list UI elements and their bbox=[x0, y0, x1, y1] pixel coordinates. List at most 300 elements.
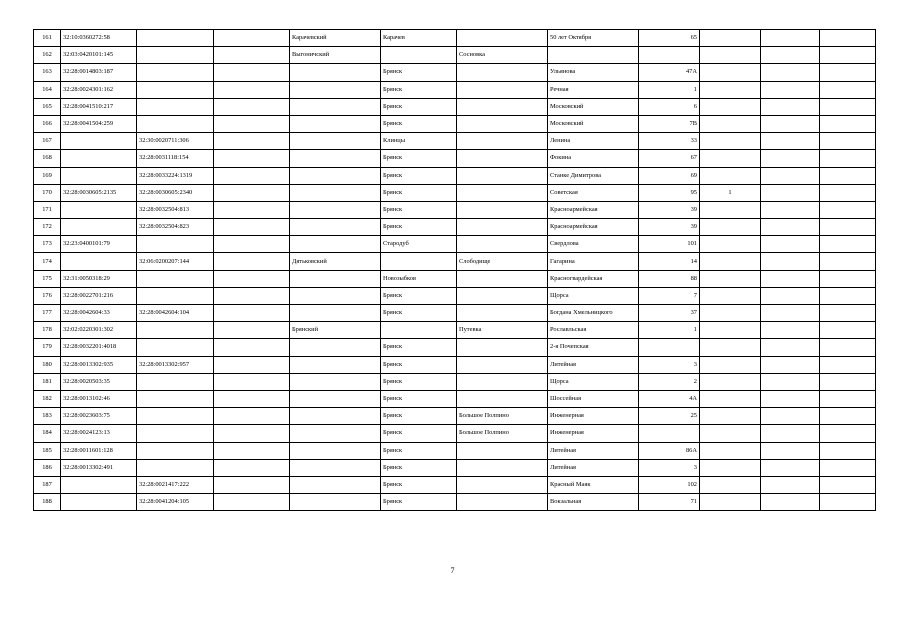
street-cell: Речная bbox=[548, 81, 639, 98]
row-number-cell: 167 bbox=[34, 133, 61, 150]
settlement-cell bbox=[457, 115, 548, 132]
settlement-cell bbox=[457, 133, 548, 150]
street-cell: Ленина bbox=[548, 133, 639, 150]
cadastral-number-cell bbox=[61, 150, 137, 167]
extra-field-cell bbox=[761, 408, 820, 425]
table-row bbox=[34, 494, 876, 511]
building-number-cell bbox=[700, 167, 761, 184]
extra-field-cell bbox=[761, 373, 820, 390]
cadastral-number-other-cell bbox=[214, 184, 290, 201]
building-number-cell bbox=[700, 47, 761, 64]
extra-field-cell bbox=[761, 150, 820, 167]
extra-field-cell bbox=[761, 236, 820, 253]
extra-field-cell bbox=[761, 390, 820, 407]
row-number-cell: 163 bbox=[34, 64, 61, 81]
cadastral-number-other-cell bbox=[214, 442, 290, 459]
extra-field-cell bbox=[761, 98, 820, 115]
house-number-cell: 95 bbox=[639, 184, 700, 201]
extra-field-2-cell bbox=[820, 459, 876, 476]
city-cell: Брянск bbox=[381, 425, 457, 442]
extra-field-cell bbox=[761, 442, 820, 459]
cadastral-number-building-cell: 32:28:0021417:222 bbox=[137, 476, 214, 493]
district-cell bbox=[290, 425, 381, 442]
city-cell: Брянск bbox=[381, 287, 457, 304]
cadastral-number-building-cell: 32:28:0030605:2340 bbox=[137, 184, 214, 201]
settlement-cell bbox=[457, 459, 548, 476]
house-number-cell: 33 bbox=[639, 133, 700, 150]
extra-field-cell bbox=[761, 322, 820, 339]
row-number-cell: 176 bbox=[34, 287, 61, 304]
district-cell bbox=[290, 390, 381, 407]
extra-field-2-cell bbox=[820, 219, 876, 236]
extra-field-2-cell bbox=[820, 287, 876, 304]
row-number-cell: 182 bbox=[34, 390, 61, 407]
street-cell: Литейная bbox=[548, 459, 639, 476]
row-number-cell: 161 bbox=[34, 30, 61, 47]
district-cell bbox=[290, 184, 381, 201]
row-number-cell: 168 bbox=[34, 150, 61, 167]
house-number-cell: 7 bbox=[639, 287, 700, 304]
city-cell: Брянск bbox=[381, 81, 457, 98]
building-number-cell bbox=[700, 322, 761, 339]
cadastral-number-building-cell: 32:30:0020711:306 bbox=[137, 133, 214, 150]
building-number-cell bbox=[700, 339, 761, 356]
cadastral-number-other-cell bbox=[214, 494, 290, 511]
street-cell: Литейная bbox=[548, 356, 639, 373]
district-cell bbox=[290, 150, 381, 167]
extra-field-2-cell bbox=[820, 150, 876, 167]
building-number-cell bbox=[700, 459, 761, 476]
table-row bbox=[34, 219, 876, 236]
city-cell: Брянск bbox=[381, 442, 457, 459]
building-number-cell bbox=[700, 442, 761, 459]
extra-field-2-cell bbox=[820, 425, 876, 442]
cadastral-number-building-cell bbox=[137, 47, 214, 64]
table-row bbox=[34, 115, 876, 132]
extra-field-cell bbox=[761, 459, 820, 476]
cadastral-number-other-cell bbox=[214, 64, 290, 81]
street-cell: Щорса bbox=[548, 287, 639, 304]
street-cell: Литейная bbox=[548, 442, 639, 459]
table-row bbox=[34, 322, 876, 339]
table-row bbox=[34, 287, 876, 304]
registry-table bbox=[33, 29, 876, 511]
table-body bbox=[34, 30, 876, 511]
row-number-cell: 166 bbox=[34, 115, 61, 132]
extra-field-2-cell bbox=[820, 115, 876, 132]
cadastral-number-cell bbox=[61, 201, 137, 218]
extra-field-cell bbox=[761, 270, 820, 287]
district-cell bbox=[290, 133, 381, 150]
table-row bbox=[34, 476, 876, 493]
district-cell: Брянский bbox=[290, 322, 381, 339]
settlement-cell: Путевка bbox=[457, 322, 548, 339]
building-number-cell bbox=[700, 30, 761, 47]
table-row bbox=[34, 133, 876, 150]
extra-field-2-cell bbox=[820, 236, 876, 253]
cadastral-number-cell: 32:28:0032201:4018 bbox=[61, 339, 137, 356]
street-cell: Красный Маяк bbox=[548, 476, 639, 493]
extra-field-2-cell bbox=[820, 442, 876, 459]
table-row bbox=[34, 270, 876, 287]
cadastral-number-cell: 32:02:0220301:302 bbox=[61, 322, 137, 339]
house-number-cell: 6 bbox=[639, 98, 700, 115]
cadastral-number-other-cell bbox=[214, 287, 290, 304]
extra-field-2-cell bbox=[820, 98, 876, 115]
cadastral-number-building-cell bbox=[137, 425, 214, 442]
table-row bbox=[34, 167, 876, 184]
city-cell: Брянск bbox=[381, 408, 457, 425]
table-row bbox=[34, 81, 876, 98]
cadastral-number-other-cell bbox=[214, 81, 290, 98]
table-row bbox=[34, 150, 876, 167]
settlement-cell bbox=[457, 30, 548, 47]
city-cell: Брянск bbox=[381, 150, 457, 167]
cadastral-number-cell: 32:28:0030605:2135 bbox=[61, 184, 137, 201]
street-cell: Богдана Хмельницкого bbox=[548, 305, 639, 322]
street-cell: Красногвардейская bbox=[548, 270, 639, 287]
city-cell: Брянск bbox=[381, 64, 457, 81]
cadastral-number-cell: 32:28:0023603:75 bbox=[61, 408, 137, 425]
building-number-cell bbox=[700, 219, 761, 236]
extra-field-cell bbox=[761, 81, 820, 98]
extra-field-2-cell bbox=[820, 81, 876, 98]
building-number-cell bbox=[700, 305, 761, 322]
house-number-cell: 71 bbox=[639, 494, 700, 511]
cadastral-number-other-cell bbox=[214, 322, 290, 339]
extra-field-cell bbox=[761, 184, 820, 201]
table-row bbox=[34, 184, 876, 201]
row-number-cell: 183 bbox=[34, 408, 61, 425]
extra-field-2-cell bbox=[820, 133, 876, 150]
city-cell bbox=[381, 322, 457, 339]
cadastral-number-other-cell bbox=[214, 408, 290, 425]
district-cell bbox=[290, 287, 381, 304]
cadastral-number-building-cell bbox=[137, 236, 214, 253]
settlement-cell bbox=[457, 270, 548, 287]
street-cell: Рославльская bbox=[548, 322, 639, 339]
table-row bbox=[34, 236, 876, 253]
settlement-cell bbox=[457, 201, 548, 218]
settlement-cell bbox=[457, 236, 548, 253]
street-cell: 2-я Почепская bbox=[548, 339, 639, 356]
building-number-cell bbox=[700, 373, 761, 390]
city-cell: Брянск bbox=[381, 219, 457, 236]
cadastral-number-cell: 32:31:0050318:29 bbox=[61, 270, 137, 287]
street-cell: Красноармейская bbox=[548, 219, 639, 236]
settlement-cell: Большое Полпино bbox=[457, 425, 548, 442]
settlement-cell: Слободище bbox=[457, 253, 548, 270]
street-cell: Шоссейная bbox=[548, 390, 639, 407]
house-number-cell: 86А bbox=[639, 442, 700, 459]
district-cell: Дятьковский bbox=[290, 253, 381, 270]
row-number-cell: 173 bbox=[34, 236, 61, 253]
city-cell: Брянск bbox=[381, 476, 457, 493]
cadastral-number-cell: 32:10:0360272:58 bbox=[61, 30, 137, 47]
cadastral-number-cell: 32:28:0013302:491 bbox=[61, 459, 137, 476]
cadastral-number-cell: 32:28:0024301:162 bbox=[61, 81, 137, 98]
row-number-cell: 162 bbox=[34, 47, 61, 64]
building-number-cell bbox=[700, 201, 761, 218]
extra-field-cell bbox=[761, 356, 820, 373]
street-cell bbox=[548, 47, 639, 64]
district-cell bbox=[290, 373, 381, 390]
cadastral-number-other-cell bbox=[214, 47, 290, 64]
table-row bbox=[34, 425, 876, 442]
street-cell: Щорса bbox=[548, 373, 639, 390]
extra-field-2-cell bbox=[820, 167, 876, 184]
table-row bbox=[34, 30, 876, 47]
cadastral-number-building-cell: 32:28:0032504:823 bbox=[137, 219, 214, 236]
building-number-cell bbox=[700, 253, 761, 270]
extra-field-cell bbox=[761, 425, 820, 442]
extra-field-cell bbox=[761, 476, 820, 493]
table-row bbox=[34, 201, 876, 218]
street-cell: Станке Димитрова bbox=[548, 167, 639, 184]
street-cell: Советская bbox=[548, 184, 639, 201]
cadastral-number-building-cell: 32:06:0200207:144 bbox=[137, 253, 214, 270]
street-cell: Вокзальная bbox=[548, 494, 639, 511]
settlement-cell bbox=[457, 390, 548, 407]
cadastral-number-other-cell bbox=[214, 339, 290, 356]
cadastral-number-other-cell bbox=[214, 356, 290, 373]
street-cell: Московский bbox=[548, 115, 639, 132]
cadastral-number-building-cell: 32:28:0041204:105 bbox=[137, 494, 214, 511]
house-number-cell: 101 bbox=[639, 236, 700, 253]
row-number-cell: 178 bbox=[34, 322, 61, 339]
settlement-cell bbox=[457, 167, 548, 184]
cadastral-number-cell: 32:28:0022701:216 bbox=[61, 287, 137, 304]
district-cell bbox=[290, 201, 381, 218]
cadastral-number-other-cell bbox=[214, 476, 290, 493]
extra-field-2-cell bbox=[820, 30, 876, 47]
extra-field-cell bbox=[761, 253, 820, 270]
district-cell: Карачевский bbox=[290, 30, 381, 47]
extra-field-2-cell bbox=[820, 47, 876, 64]
cadastral-number-building-cell bbox=[137, 81, 214, 98]
cadastral-number-building-cell bbox=[137, 115, 214, 132]
row-number-cell: 175 bbox=[34, 270, 61, 287]
cadastral-number-building-cell bbox=[137, 339, 214, 356]
table-row bbox=[34, 442, 876, 459]
cadastral-number-cell bbox=[61, 133, 137, 150]
extra-field-cell bbox=[761, 47, 820, 64]
extra-field-cell bbox=[761, 64, 820, 81]
row-number-cell: 179 bbox=[34, 339, 61, 356]
house-number-cell: 88 bbox=[639, 270, 700, 287]
city-cell: Брянск bbox=[381, 305, 457, 322]
district-cell bbox=[290, 98, 381, 115]
house-number-cell bbox=[639, 425, 700, 442]
extra-field-cell bbox=[761, 30, 820, 47]
district-cell bbox=[290, 408, 381, 425]
district-cell bbox=[290, 167, 381, 184]
city-cell: Брянск bbox=[381, 459, 457, 476]
house-number-cell: 1 bbox=[639, 81, 700, 98]
house-number-cell: 3 bbox=[639, 356, 700, 373]
district-cell bbox=[290, 219, 381, 236]
extra-field-2-cell bbox=[820, 494, 876, 511]
row-number-cell: 174 bbox=[34, 253, 61, 270]
cadastral-number-other-cell bbox=[214, 201, 290, 218]
city-cell: Стародуб bbox=[381, 236, 457, 253]
building-number-cell bbox=[700, 476, 761, 493]
cadastral-number-other-cell bbox=[214, 270, 290, 287]
house-number-cell: 14 bbox=[639, 253, 700, 270]
building-number-cell bbox=[700, 494, 761, 511]
district-cell bbox=[290, 81, 381, 98]
cadastral-number-building-cell bbox=[137, 30, 214, 47]
table-row bbox=[34, 98, 876, 115]
cadastral-number-cell: 32:28:0041510:217 bbox=[61, 98, 137, 115]
cadastral-number-building-cell bbox=[137, 442, 214, 459]
cadastral-number-building-cell: 32:28:0013302:957 bbox=[137, 356, 214, 373]
settlement-cell bbox=[457, 476, 548, 493]
extra-field-cell bbox=[761, 305, 820, 322]
cadastral-number-other-cell bbox=[214, 98, 290, 115]
district-cell bbox=[290, 339, 381, 356]
building-number-cell bbox=[700, 287, 761, 304]
street-cell: Гагарина bbox=[548, 253, 639, 270]
district-cell bbox=[290, 356, 381, 373]
row-number-cell: 177 bbox=[34, 305, 61, 322]
building-number-cell bbox=[700, 408, 761, 425]
cadastral-number-cell bbox=[61, 219, 137, 236]
extra-field-2-cell bbox=[820, 270, 876, 287]
district-cell bbox=[290, 494, 381, 511]
cadastral-number-other-cell bbox=[214, 390, 290, 407]
city-cell: Брянск bbox=[381, 184, 457, 201]
extra-field-2-cell bbox=[820, 373, 876, 390]
table-row bbox=[34, 408, 876, 425]
cadastral-number-other-cell bbox=[214, 219, 290, 236]
district-cell bbox=[290, 115, 381, 132]
settlement-cell bbox=[457, 494, 548, 511]
street-cell: 50 лет Октября bbox=[548, 30, 639, 47]
extra-field-cell bbox=[761, 133, 820, 150]
settlement-cell bbox=[457, 339, 548, 356]
district-cell bbox=[290, 64, 381, 81]
house-number-cell: 69 bbox=[639, 167, 700, 184]
settlement-cell bbox=[457, 373, 548, 390]
district-cell bbox=[290, 305, 381, 322]
cadastral-number-cell: 32:28:0041504:259 bbox=[61, 115, 137, 132]
city-cell: Брянск bbox=[381, 167, 457, 184]
cadastral-number-building-cell bbox=[137, 287, 214, 304]
city-cell: Карачев bbox=[381, 30, 457, 47]
building-number-cell bbox=[700, 81, 761, 98]
city-cell: Брянск bbox=[381, 356, 457, 373]
building-number-cell bbox=[700, 390, 761, 407]
cadastral-number-cell: 32:23:0400101:79 bbox=[61, 236, 137, 253]
cadastral-number-building-cell: 32:28:0032504:813 bbox=[137, 201, 214, 218]
settlement-cell bbox=[457, 98, 548, 115]
extra-field-2-cell bbox=[820, 322, 876, 339]
cadastral-number-cell: 32:28:0042604:33 bbox=[61, 305, 137, 322]
table-row bbox=[34, 373, 876, 390]
house-number-cell: 65 bbox=[639, 30, 700, 47]
extra-field-2-cell bbox=[820, 64, 876, 81]
cadastral-number-cell: 32:28:0020503:35 bbox=[61, 373, 137, 390]
house-number-cell: 37 bbox=[639, 305, 700, 322]
extra-field-cell bbox=[761, 167, 820, 184]
city-cell: Брянск bbox=[381, 201, 457, 218]
row-number-cell: 165 bbox=[34, 98, 61, 115]
cadastral-number-cell bbox=[61, 167, 137, 184]
district-cell bbox=[290, 459, 381, 476]
building-number-cell bbox=[700, 356, 761, 373]
cadastral-number-building-cell bbox=[137, 408, 214, 425]
row-number-cell: 164 bbox=[34, 81, 61, 98]
house-number-cell bbox=[639, 339, 700, 356]
cadastral-number-building-cell bbox=[137, 390, 214, 407]
extra-field-2-cell bbox=[820, 305, 876, 322]
extra-field-2-cell bbox=[820, 184, 876, 201]
cadastral-number-cell: 32:28:0013302:935 bbox=[61, 356, 137, 373]
city-cell: Клинцы bbox=[381, 133, 457, 150]
table-row bbox=[34, 356, 876, 373]
cadastral-number-other-cell bbox=[214, 115, 290, 132]
building-number-cell bbox=[700, 270, 761, 287]
row-number-cell: 187 bbox=[34, 476, 61, 493]
row-number-cell: 188 bbox=[34, 494, 61, 511]
cadastral-number-other-cell bbox=[214, 30, 290, 47]
street-cell: Свердлова bbox=[548, 236, 639, 253]
building-number-cell bbox=[700, 98, 761, 115]
settlement-cell bbox=[457, 184, 548, 201]
row-number-cell: 170 bbox=[34, 184, 61, 201]
row-number-cell: 181 bbox=[34, 373, 61, 390]
cadastral-number-cell: 32:03:0420101:145 bbox=[61, 47, 137, 64]
cadastral-number-building-cell bbox=[137, 373, 214, 390]
extra-field-2-cell bbox=[820, 253, 876, 270]
city-cell: Брянск bbox=[381, 494, 457, 511]
cadastral-number-building-cell bbox=[137, 322, 214, 339]
building-number-cell bbox=[700, 236, 761, 253]
cadastral-number-cell: 32:28:0011601:128 bbox=[61, 442, 137, 459]
city-cell: Брянск bbox=[381, 390, 457, 407]
settlement-cell bbox=[457, 64, 548, 81]
house-number-cell: 7В bbox=[639, 115, 700, 132]
cadastral-number-building-cell bbox=[137, 459, 214, 476]
building-number-cell bbox=[700, 115, 761, 132]
cadastral-number-cell bbox=[61, 253, 137, 270]
row-number-cell: 180 bbox=[34, 356, 61, 373]
cadastral-number-other-cell bbox=[214, 373, 290, 390]
city-cell: Брянск bbox=[381, 98, 457, 115]
city-cell: Брянск bbox=[381, 115, 457, 132]
district-cell bbox=[290, 442, 381, 459]
row-number-cell: 184 bbox=[34, 425, 61, 442]
extra-field-2-cell bbox=[820, 476, 876, 493]
city-cell bbox=[381, 47, 457, 64]
extra-field-2-cell bbox=[820, 356, 876, 373]
settlement-cell bbox=[457, 81, 548, 98]
table-row bbox=[34, 339, 876, 356]
extra-field-cell bbox=[761, 219, 820, 236]
table-row bbox=[34, 390, 876, 407]
house-number-cell: 102 bbox=[639, 476, 700, 493]
row-number-cell: 172 bbox=[34, 219, 61, 236]
district-cell bbox=[290, 476, 381, 493]
cadastral-number-building-cell: 32:28:0031118:154 bbox=[137, 150, 214, 167]
cadastral-number-building-cell: 32:28:0042604:104 bbox=[137, 305, 214, 322]
cadastral-number-other-cell bbox=[214, 133, 290, 150]
row-number-cell: 169 bbox=[34, 167, 61, 184]
settlement-cell bbox=[457, 150, 548, 167]
cadastral-number-building-cell bbox=[137, 98, 214, 115]
district-cell bbox=[290, 270, 381, 287]
